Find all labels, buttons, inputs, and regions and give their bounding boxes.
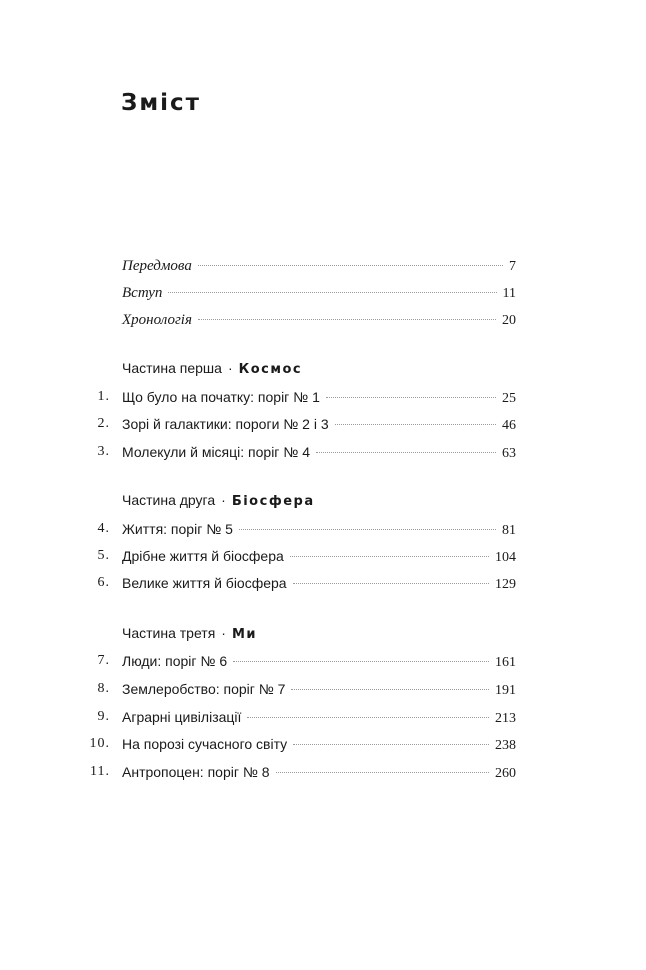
part-prefix: Частина третя — [122, 625, 216, 641]
dot-leader — [247, 717, 489, 718]
dot-leader — [168, 292, 496, 293]
part-heading-3 — [122, 625, 257, 642]
toc-page-number: 25 — [502, 391, 516, 406]
toc-entry-label: Хронологія — [122, 312, 192, 328]
dot-leader — [198, 319, 496, 320]
toc-page-number: 7 — [509, 259, 516, 274]
toc-entry-label: Велике життя й біосфера — [122, 575, 287, 591]
toc-entry-chapter-7[interactable] — [0, 653, 646, 675]
part-prefix: Частина перша — [122, 360, 222, 376]
dot-leader — [276, 772, 489, 773]
chapter-number: 1. — [97, 389, 110, 404]
toc-entry-label: Дрібне життя й біосфера — [122, 548, 284, 564]
page-title: Зміст — [121, 90, 201, 116]
toc-entry-label: Що було на початку: поріг № 1 — [122, 389, 320, 405]
dot-leader — [291, 689, 489, 690]
chapter-number: 8. — [97, 681, 110, 696]
dot-leader — [290, 556, 489, 557]
chapter-number: 9. — [97, 709, 110, 724]
chapter-number: 4. — [97, 521, 110, 536]
toc-entry-chapter-6[interactable] — [0, 575, 646, 597]
part-name: Космос — [238, 362, 303, 377]
toc-entry-label: Передмова — [122, 258, 192, 274]
toc-entry-chapter-8[interactable] — [0, 681, 646, 703]
chapter-number: 11. — [90, 764, 110, 779]
part-separator: · — [227, 360, 233, 376]
part-separator: · — [221, 625, 226, 641]
chapter-number: 10. — [89, 736, 110, 751]
toc-page-number: 161 — [495, 655, 516, 670]
part-name: Ми — [231, 627, 257, 642]
part-name: Біосфера — [231, 494, 315, 509]
toc-entry-chapter-5[interactable] — [0, 548, 646, 570]
part-prefix: Частина друга — [122, 492, 216, 508]
chapter-number: 6. — [97, 575, 110, 590]
dot-leader — [239, 529, 496, 530]
toc-entry-chapter-4[interactable] — [0, 521, 646, 543]
part-heading-1 — [122, 360, 302, 377]
toc-entry-label: Вступ — [122, 285, 163, 301]
dot-leader — [293, 744, 489, 745]
toc-entry-label: Землеробство: поріг № 7 — [122, 681, 286, 697]
chapter-number: 2. — [97, 416, 110, 431]
toc-entry-label: Антропоцен: поріг № 8 — [122, 764, 270, 780]
toc-page-number: 11 — [502, 286, 516, 301]
toc-page-number: 213 — [495, 711, 516, 726]
toc-page-number: 20 — [502, 313, 516, 328]
toc-page-number: 46 — [502, 418, 516, 433]
chapter-number: 5. — [97, 548, 110, 563]
chapter-number: 7. — [97, 653, 110, 668]
toc-entry-introduction[interactable] — [0, 285, 646, 307]
toc-page-number: 129 — [495, 577, 516, 592]
toc-entry-chapter-1[interactable] — [0, 389, 646, 411]
dot-leader — [316, 452, 496, 453]
toc-entry-label: Люди: поріг № 6 — [122, 653, 228, 669]
toc-entry-chronology[interactable] — [0, 312, 646, 334]
toc-page-number: 260 — [495, 766, 516, 781]
toc-page-number: 238 — [495, 738, 516, 753]
toc-entry-label: Молекули й місяці: поріг № 4 — [122, 444, 310, 460]
dot-leader — [293, 583, 489, 584]
part-heading-2 — [122, 492, 315, 509]
dot-leader — [233, 661, 489, 662]
toc-page-number: 191 — [495, 683, 516, 698]
part-separator: · — [221, 492, 226, 508]
dot-leader — [326, 397, 496, 398]
toc-entry-chapter-11[interactable] — [0, 764, 646, 786]
toc-page-number: 104 — [495, 550, 516, 565]
toc-entry-preface[interactable] — [0, 258, 646, 280]
toc-page-number: 81 — [502, 523, 516, 538]
toc-page-number: 63 — [502, 446, 516, 461]
toc-entry-label: На порозі сучасного світу — [122, 736, 288, 752]
dot-leader — [335, 424, 496, 425]
dot-leader — [198, 265, 503, 266]
toc-entry-label: Аграрні цивілізації — [122, 709, 242, 725]
toc-entry-label: Зорі й галактики: пороги № 2 і 3 — [122, 416, 329, 432]
toc-entry-chapter-10[interactable] — [0, 736, 646, 758]
toc-entry-chapter-2[interactable] — [0, 416, 646, 438]
toc-entry-chapter-3[interactable] — [0, 444, 646, 466]
toc-entry-label: Життя: поріг № 5 — [122, 521, 233, 537]
toc-entry-chapter-9[interactable] — [0, 709, 646, 731]
chapter-number: 3. — [97, 444, 110, 459]
